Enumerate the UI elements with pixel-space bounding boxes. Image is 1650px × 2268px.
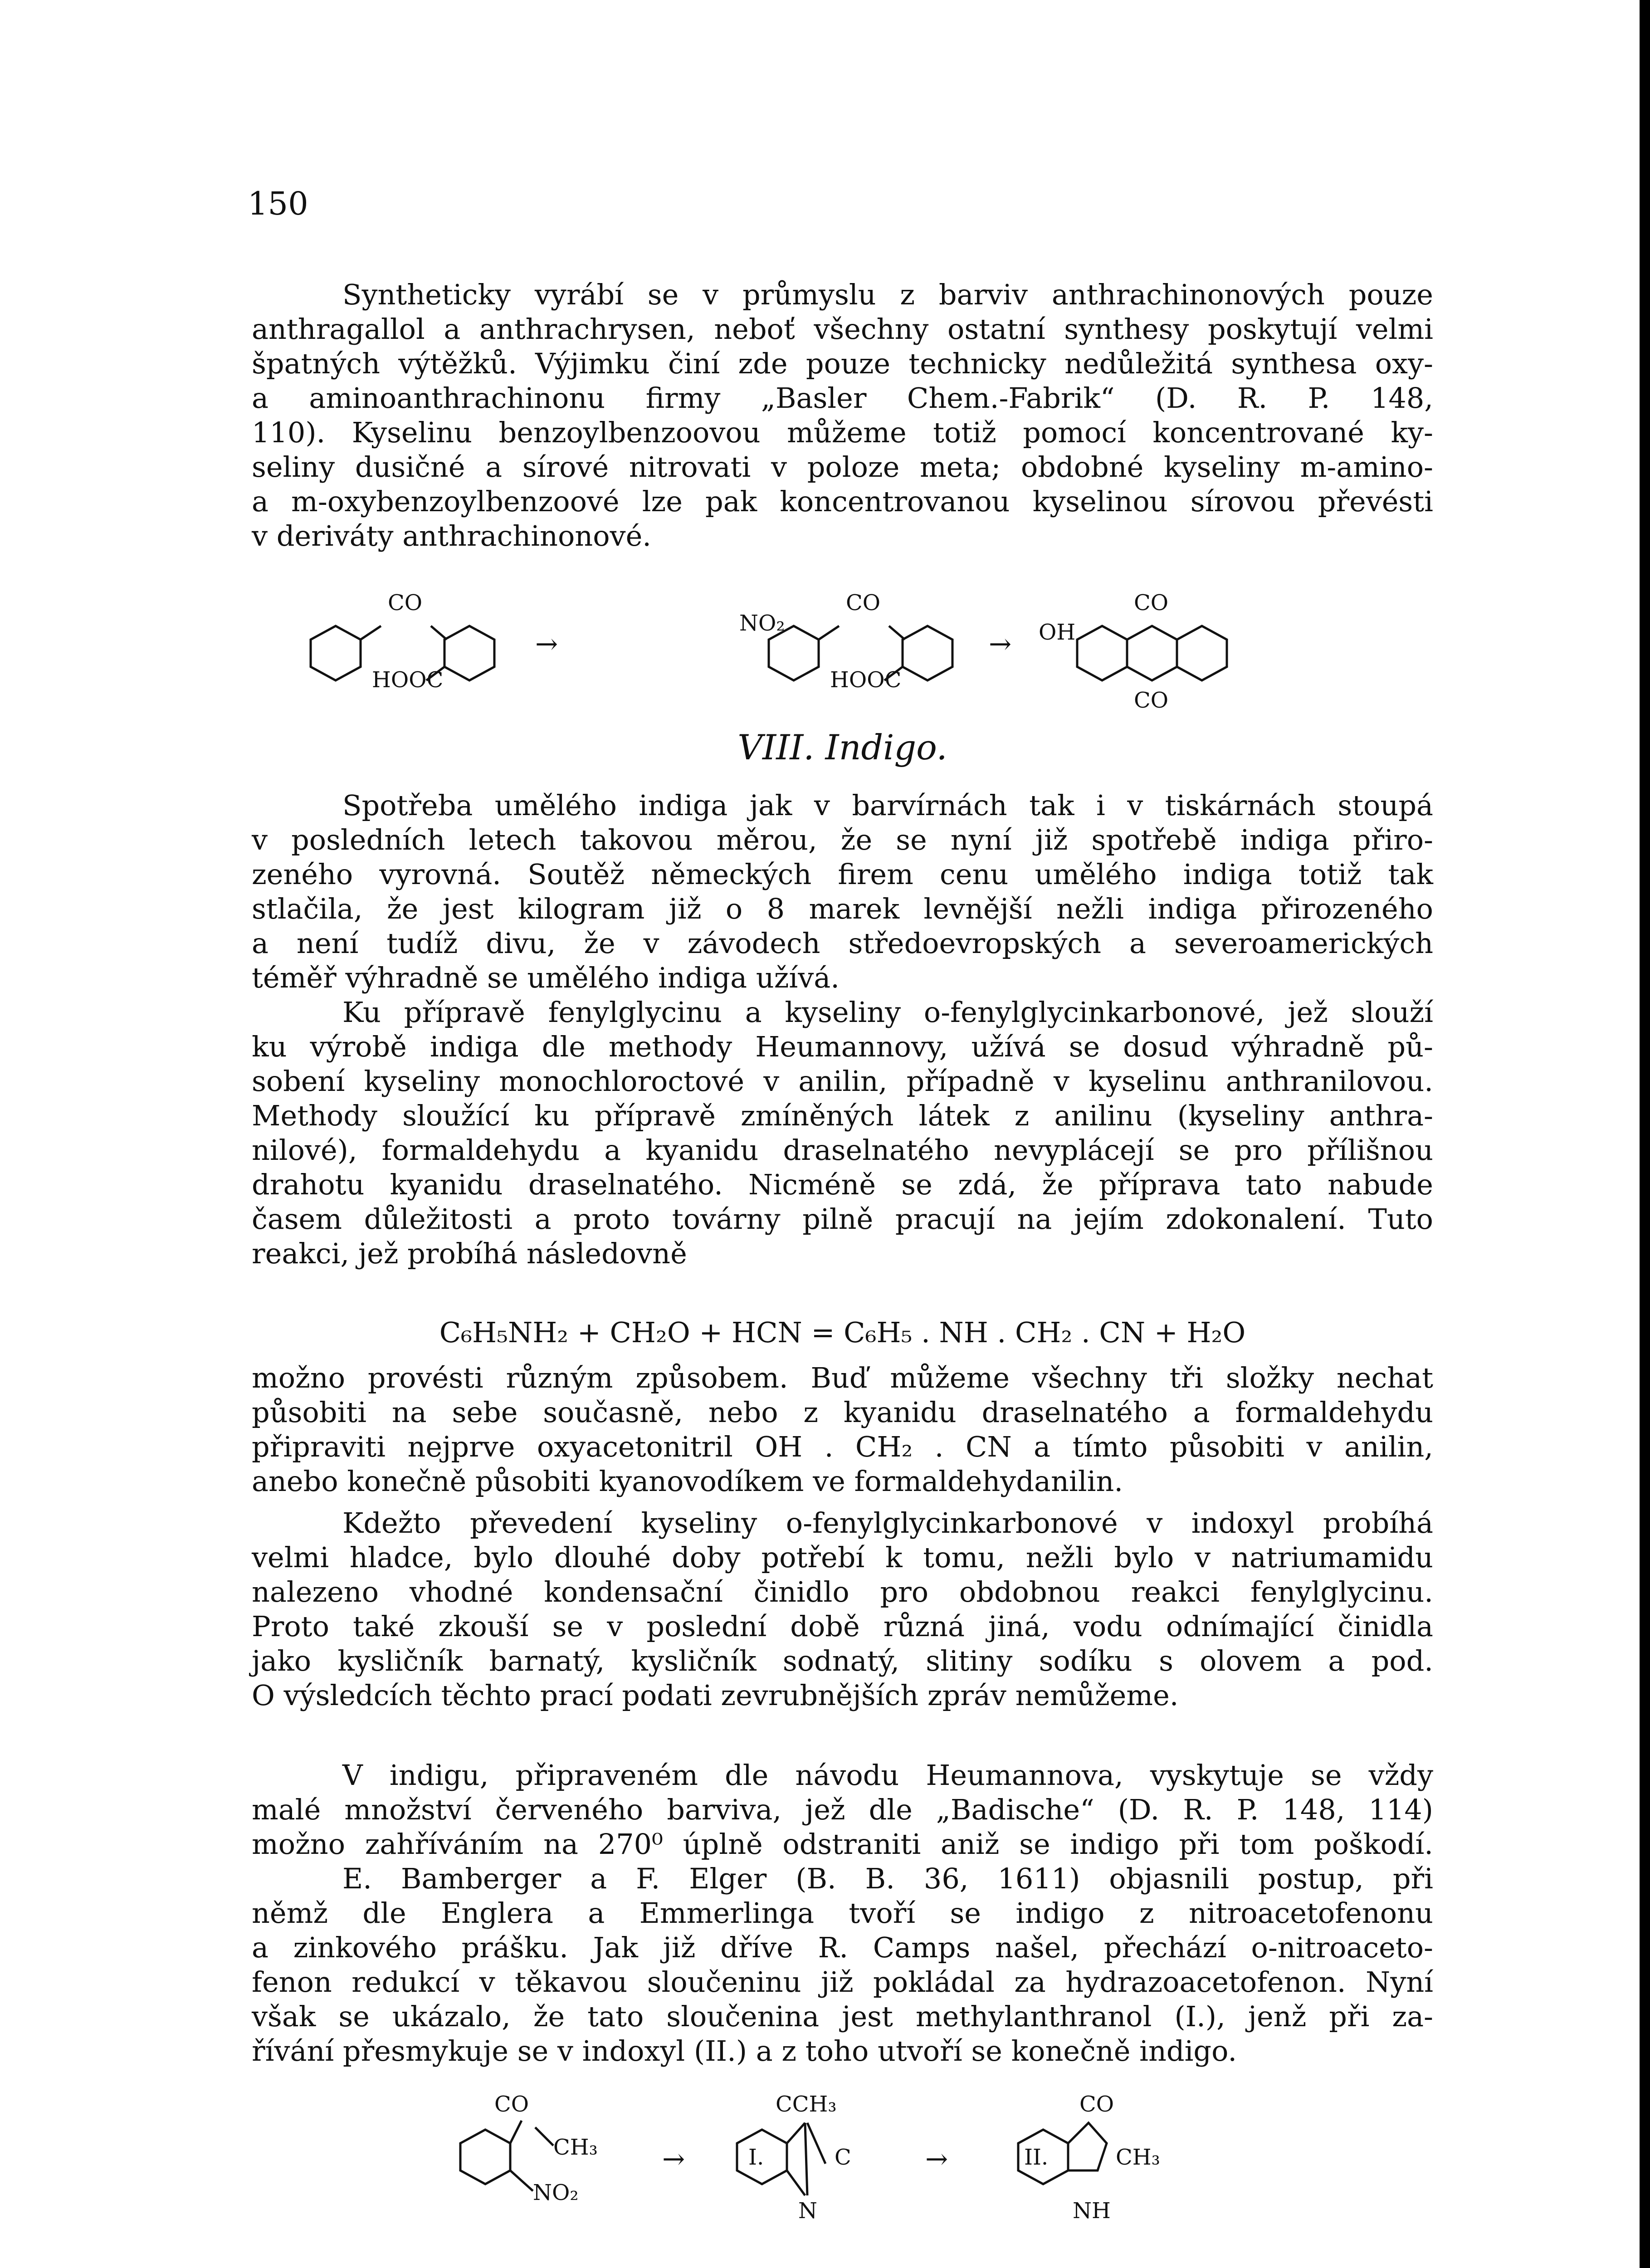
text-line: velmi hladce, bylo dlouhé doby potřebí k tomu, nežli bylo v natriumamidu bbox=[252, 1541, 1433, 1574]
scan-edge bbox=[1640, 0, 1650, 2268]
text-line: Ku přípravě fenylglycinu a kyseliny o-fenylglycinkarbonové, jež slouží bbox=[342, 996, 1433, 1029]
text-line: a není tudíž divu, že v závodech středoevropských a severoamerických bbox=[252, 927, 1433, 960]
text-line: sobení kyseliny monochloroctové v anilin, případně v kyselinu anthranilovou. bbox=[252, 1065, 1433, 1098]
cch3-label: CCH₃ bbox=[776, 2092, 837, 2117]
text-line: malé množství červeného barviva, jež dle „Badische“ (D. R. P. 148, 114) bbox=[252, 1793, 1433, 1826]
ring-label-ii: II. bbox=[1024, 2145, 1049, 2170]
text-line: anebo konečně působiti kyanovodíkem ve formaldehydanilin. bbox=[252, 1465, 1123, 1498]
text-line: časem důležitosti a proto továrny pilně pracují na jejím zdokonalení. Tuto bbox=[252, 1202, 1433, 1236]
no2-label: NO₂ bbox=[533, 2180, 579, 2205]
text-line: řívání přesmykuje se v indoxyl (II.) a z toho utvoří se konečně indigo. bbox=[252, 2034, 1237, 2068]
text-line: O výsledcích těchto prací podati zevrubnějších zpráv nemůžeme. bbox=[252, 1679, 1179, 1712]
hooc-label: HOOC bbox=[372, 667, 444, 693]
text-line: působiti na sebe současně, nebo z kyanidu draselnatého a formaldehydu bbox=[252, 1396, 1433, 1429]
text-line: možno zahříváním na 270⁰ úplně odstraniti aniž se indigo při tom poškodí. bbox=[252, 1828, 1433, 1861]
text-line: drahotu kyanidu draselnatého. Nicméně se zdá, že příprava tato nabude bbox=[252, 1168, 1433, 1201]
text-line: připraviti nejprve oxyacetonitril OH . CH₂ . CN a tímto působiti v anilin, bbox=[252, 1430, 1433, 1463]
ch3-label: CH₃ bbox=[553, 2135, 598, 2160]
text-line: téměř výhradně se umělého indiga užívá. bbox=[252, 961, 840, 994]
text-line: však se ukázalo, že tato sloučenina jest methylanthranol (I.), jenž při za- bbox=[252, 2000, 1433, 2033]
text-line: E. Bamberger a F. Elger (B. B. 36, 1611) objasnili postup, při bbox=[342, 1862, 1433, 1895]
text-line: fenon redukcí v těkavou sloučeninu již pokládal za hydrazoacetofenon. Nyní bbox=[252, 1965, 1433, 1999]
c-label: C bbox=[835, 2145, 851, 2170]
text-line: němž dle Englera a Emmerlinga tvoří se indigo z nitroacetofenonu bbox=[252, 1897, 1433, 1930]
chapter-title: VIII. Indigo. bbox=[737, 727, 947, 767]
arrow: → bbox=[989, 628, 1012, 660]
hydroxy-anthraquinone-structure bbox=[1039, 590, 1227, 713]
text-line: a m-oxybenzoylbenzoové lze pak koncentrovanou kyselinou sírovou převésti bbox=[252, 485, 1433, 518]
methylanthranol-structure bbox=[737, 2092, 851, 2224]
nitroacetophenone-structure bbox=[460, 2092, 598, 2205]
oh-label: OH bbox=[1039, 620, 1076, 645]
co-label: CO bbox=[1134, 590, 1169, 616]
text-line: v deriváty anthrachinonové. bbox=[252, 519, 651, 552]
text-line: anthragallol a anthrachrysen, neboť všechny ostatní synthesy poskytují velmi bbox=[252, 313, 1433, 346]
benzoylbenzoic-acid-structure bbox=[311, 590, 494, 693]
arrow: → bbox=[535, 628, 558, 660]
text-line: a zinkového prášku. Jak již dříve R. Camps našel, přechází o-nitroaceto- bbox=[252, 1931, 1433, 1964]
text-line: Spotřeba umělého indiga jak v barvírnách tak i v tiskárnách stoupá bbox=[342, 789, 1433, 822]
text-line: zeného vyrovná. Soutěž německých firem cenu umělého indiga totiž tak bbox=[252, 858, 1433, 891]
ch3-label: CH₃ bbox=[1116, 2145, 1160, 2170]
nitro-benzoylbenzoic-acid-structure bbox=[739, 590, 952, 693]
text-line: v posledních letech takovou měrou, že se nyní již spotřebě indiga přiro- bbox=[252, 823, 1433, 856]
co-label: CO bbox=[1079, 2092, 1114, 2117]
arrow: → bbox=[925, 2143, 948, 2175]
text-line: V indigu, připraveném dle návodu Heumannova, vyskytuje se vždy bbox=[342, 1759, 1433, 1792]
text-line: nilové), formaldehydu a kyanidu draselnatého nevyplácejí se pro přílišnou bbox=[252, 1134, 1433, 1167]
text-line: Proto také zkouší se v poslední době různá jiná, vodu odnímající činidla bbox=[252, 1610, 1433, 1643]
text-line: 110). Kyselinu benzoylbenzoovou můžeme totiž pomocí koncentrované ky- bbox=[252, 416, 1433, 449]
text-line: seliny dusičné a sírové nitrovati v poloze meta; obdobné kyseliny m-amino- bbox=[252, 450, 1433, 484]
hooc-label: HOOC bbox=[830, 667, 902, 693]
arrow: → bbox=[662, 2143, 685, 2175]
chemical-scheme-indoxyl bbox=[444, 2087, 1261, 2236]
nh-label: NH bbox=[1073, 2198, 1111, 2224]
n-label: N bbox=[798, 2198, 817, 2224]
methylindoxyl-structure bbox=[1018, 2092, 1160, 2224]
text-line: stlačila, že jest kilogram již o 8 marek levnější nežli indiga přirozeného bbox=[252, 892, 1433, 925]
co-label: CO bbox=[846, 590, 881, 616]
co-label: CO bbox=[494, 2092, 529, 2117]
chemical-scheme-anthraquinone bbox=[290, 576, 1379, 721]
text-line: Syntheticky vyrábí se v průmyslu z barviv anthrachinonových pouze bbox=[342, 278, 1433, 311]
text-line: Methody sloužící ku přípravě zmíněných látek z anilinu (kyseliny anthra- bbox=[252, 1099, 1433, 1132]
text-line: jako kysličník barnatý, kysličník sodnatý, slitiny sodíku s olovem a pod. bbox=[252, 1644, 1433, 1677]
reaction-equation: C₆H₅NH₂ + CH₂O + HCN = C₆H₅ . NH . CH₂ . CN + H₂O bbox=[439, 1316, 1246, 1349]
no2-label: NO₂ bbox=[739, 611, 785, 636]
co-label: CO bbox=[388, 590, 423, 616]
text-line: reakci, jež probíhá následovně bbox=[252, 1237, 687, 1270]
text-line: možno provésti různým způsobem. Buď můžeme všechny tři složky nechat bbox=[252, 1361, 1433, 1394]
text-line: ku výrobě indiga dle methody Heumannovy, užívá se dosud výhradně pů- bbox=[252, 1030, 1433, 1063]
text-line: nalezeno vhodné kondensační činidlo pro obdobnou reakci fenylglycinu. bbox=[252, 1575, 1433, 1608]
text-line: špatných výtěžků. Výjimku činí zde pouze technicky nedůležitá synthesa oxy- bbox=[252, 347, 1433, 380]
text-line: Kdežto převedení kyseliny o-fenylglycinkarbonové v indoxyl probíhá bbox=[342, 1506, 1433, 1540]
text-line: a aminoanthrachinonu firmy „Basler Chem.-Fabrik“ (D. R. P. 148, bbox=[252, 381, 1433, 415]
co-label: CO bbox=[1134, 688, 1169, 713]
page-number: 150 bbox=[248, 185, 308, 222]
ring-label-i: I. bbox=[748, 2145, 764, 2170]
